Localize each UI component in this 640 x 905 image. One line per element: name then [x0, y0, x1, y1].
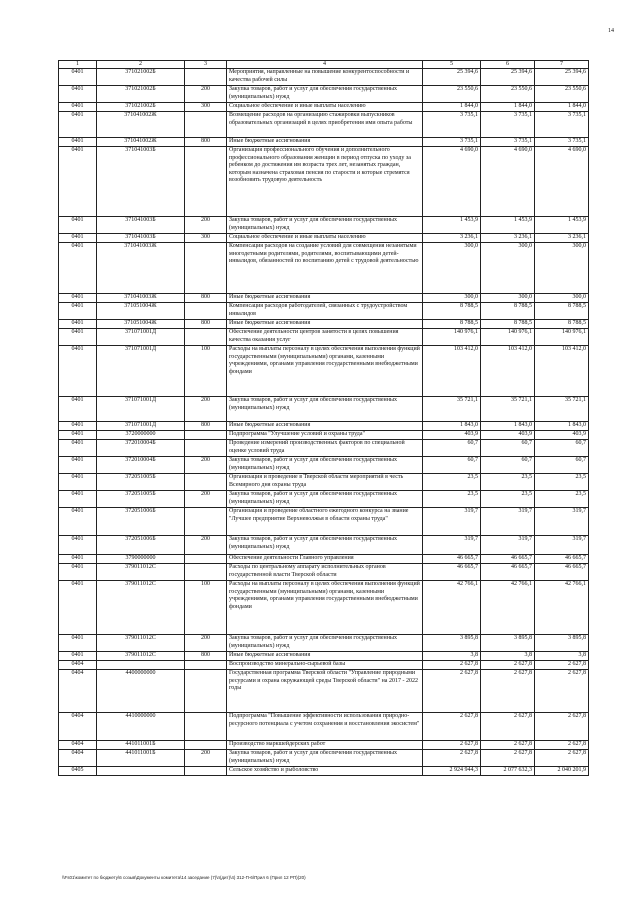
description-cell: Закупка товаров, работ и услуг для обеспечения государственных (муниципальных) нужд: [227, 536, 423, 555]
expense-type-code-cell: [185, 69, 227, 86]
target-article-code-cell: 3790000000: [97, 555, 185, 564]
amount-year-2-cell: 35 721,1: [481, 397, 535, 422]
description-cell: Иные бюджетные ассигнования: [227, 652, 423, 661]
expense-type-code-cell: 300: [185, 103, 227, 112]
amount-year-2-cell: 319,7: [481, 508, 535, 536]
target-article-code-cell: 371071001Д: [97, 422, 185, 431]
description-cell: Иные бюджетные ассигнования: [227, 320, 423, 329]
amount-year-3-cell: 2 627,8: [535, 741, 589, 750]
amount-year-3-cell: 23,5: [535, 474, 589, 491]
description-cell: Государственная программа Тверской области "Управление природными ресурсами и охрана окружающей среды Тверской области" на 2017 - 2022 годы: [227, 670, 423, 713]
table-row: [59, 346, 589, 397]
expense-type-code-cell: [185, 329, 227, 346]
section-code-cell: 0401: [59, 243, 97, 294]
amount-year-3-cell: 25 394,6: [535, 69, 589, 86]
description-cell: Возмещение расходов на организацию стажировки выпускников образовательных организаций в целях приобретения ими опыта работы: [227, 112, 423, 138]
amount-year-1-cell: 46 665,7: [423, 564, 481, 581]
target-article-code-cell: 371021002Б: [97, 103, 185, 112]
amount-year-1-cell: 46 665,7: [423, 555, 481, 564]
description-cell: Обеспечение деятельности центров занятости в целях повышения качества оказания услуг: [227, 329, 423, 346]
amount-year-2-cell: 103 412,0: [481, 346, 535, 397]
table-row: [59, 422, 589, 431]
expense-type-code-cell: [185, 431, 227, 440]
amount-year-1-cell: 8 788,5: [423, 320, 481, 329]
table-row: [59, 767, 589, 776]
amount-year-3-cell: 3 735,1: [535, 138, 589, 147]
amount-year-1-cell: 1 453,9: [423, 217, 481, 234]
amount-year-1-cell: 3 735,1: [423, 112, 481, 138]
amount-year-3-cell: 319,7: [535, 508, 589, 536]
table-row: [59, 329, 589, 346]
section-code-cell: 0401: [59, 69, 97, 86]
amount-year-1-cell: 4 690,0: [423, 147, 481, 217]
table-row: [59, 294, 589, 303]
expense-type-code-cell: 800: [185, 422, 227, 431]
table-row: [59, 508, 589, 536]
amount-year-3-cell: 300,0: [535, 243, 589, 294]
section-code-cell: 0401: [59, 581, 97, 635]
description-cell: Расходы по центральному аппарату исполнительных органов государственной власти Тверской области: [227, 564, 423, 581]
amount-year-1-cell: 23,5: [423, 491, 481, 508]
table-row: [59, 741, 589, 750]
amount-year-3-cell: 1 453,9: [535, 217, 589, 234]
target-article-code-cell: 379011012С: [97, 581, 185, 635]
amount-year-3-cell: 42 766,1: [535, 581, 589, 635]
table-row: [59, 750, 589, 767]
description-cell: Закупка товаров, работ и услуг для обеспечения государственных (муниципальных) нужд: [227, 217, 423, 234]
amount-year-2-cell: 1 844,0: [481, 103, 535, 112]
section-code-cell: 0401: [59, 440, 97, 457]
amount-year-3-cell: 2 627,8: [535, 750, 589, 767]
expense-type-code-cell: [185, 767, 227, 776]
amount-year-2-cell: 300,0: [481, 243, 535, 294]
expense-type-code-cell: 200: [185, 635, 227, 652]
table-row: [59, 555, 589, 564]
amount-year-2-cell: 60,7: [481, 440, 535, 457]
amount-year-1-cell: 25 394,6: [423, 69, 481, 86]
target-article-code-cell: 371041002Ж: [97, 112, 185, 138]
amount-year-1-cell: 3 236,1: [423, 234, 481, 243]
expense-type-code-cell: 200: [185, 397, 227, 422]
description-cell: Обеспечение деятельности Главного управления: [227, 555, 423, 564]
description-cell: Иные бюджетные ассигнования: [227, 294, 423, 303]
description-cell: Расходы на выплаты персоналу в целях обеспечения выполнения функций государственными (муниципальными) органами, казенными учреждениями, органами управления государственными внебюджетными фондами: [227, 581, 423, 635]
section-code-cell: 0401: [59, 234, 97, 243]
description-cell: Организация и проведение областного ежегодного конкурса на звание "Лучшее предприятие Верхневолжья в области охраны труда": [227, 508, 423, 536]
section-code-cell: 0401: [59, 112, 97, 138]
amount-year-3-cell: 46 665,7: [535, 555, 589, 564]
amount-year-1-cell: 2 627,8: [423, 741, 481, 750]
expense-type-code-cell: 200: [185, 750, 227, 767]
column-header-4: 4: [227, 61, 423, 69]
expense-type-code-cell: [185, 508, 227, 536]
target-article-code-cell: 379011012С: [97, 652, 185, 661]
amount-year-3-cell: 403,9: [535, 431, 589, 440]
amount-year-3-cell: 103 412,0: [535, 346, 589, 397]
amount-year-3-cell: 2 040 201,9: [535, 767, 589, 776]
expense-type-code-cell: 200: [185, 457, 227, 474]
expense-type-code-cell: 800: [185, 294, 227, 303]
section-code-cell: 0401: [59, 555, 97, 564]
amount-year-2-cell: 140 976,1: [481, 329, 535, 346]
description-cell: Закупка товаров, работ и услуг для обеспечения государственных (муниципальных) нужд: [227, 750, 423, 767]
description-cell: Производство маркшейдерских работ: [227, 741, 423, 750]
expense-type-code-cell: 200: [185, 86, 227, 103]
target-article-code-cell: 371041003Б: [97, 147, 185, 217]
description-cell: Закупка товаров, работ и услуг для обеспечения государственных (муниципальных) нужд: [227, 86, 423, 103]
amount-year-2-cell: 2 627,8: [481, 670, 535, 713]
description-cell: Закупка товаров, работ и услуг для обеспечения государственных (муниципальных) нужд: [227, 635, 423, 652]
target-article-code-cell: 371051004Ж: [97, 320, 185, 329]
section-code-cell: 0404: [59, 741, 97, 750]
target-article-code-cell: 372051006Б: [97, 508, 185, 536]
section-code-cell: 0404: [59, 750, 97, 767]
expense-type-code-cell: [185, 564, 227, 581]
expense-type-code-cell: [185, 440, 227, 457]
section-code-cell: 0401: [59, 217, 97, 234]
table-row: [59, 564, 589, 581]
table-row: [59, 234, 589, 243]
section-code-cell: 0401: [59, 329, 97, 346]
description-cell: Закупка товаров, работ и услуг для обеспечения государственных (муниципальных) нужд: [227, 397, 423, 422]
section-code-cell: 0401: [59, 491, 97, 508]
target-article-code-cell: 371051004Ж: [97, 303, 185, 320]
amount-year-1-cell: 140 976,1: [423, 329, 481, 346]
description-cell: Подпрограмма "Улучшение условий и охраны труда": [227, 431, 423, 440]
description-cell: Воспроизводство минерально-сырьевой базы: [227, 661, 423, 670]
table-row: [59, 474, 589, 491]
amount-year-2-cell: 2 627,8: [481, 713, 535, 741]
table-row: [59, 243, 589, 294]
expense-type-code-cell: [185, 670, 227, 713]
expense-type-code-cell: [185, 243, 227, 294]
description-cell: Компенсация расходов на создание условий для совмещения незанятыми многодетными родителями, родителями, воспитывающими детей-инвалидов, обязанностей по воспитанию детей с трудовой деятельностью: [227, 243, 423, 294]
expense-type-code-cell: [185, 147, 227, 217]
amount-year-2-cell: 1 843,0: [481, 422, 535, 431]
target-article-code-cell: 371071001Д: [97, 329, 185, 346]
section-code-cell: 0401: [59, 320, 97, 329]
section-code-cell: 0401: [59, 147, 97, 217]
budget-table-container: [58, 60, 588, 776]
description-cell: Иные бюджетные ассигнования: [227, 138, 423, 147]
column-header-1: 1: [59, 61, 97, 69]
column-header-3: 3: [185, 61, 227, 69]
section-code-cell: 0401: [59, 103, 97, 112]
amount-year-1-cell: 319,7: [423, 536, 481, 555]
target-article-code-cell: 372010004Б: [97, 457, 185, 474]
amount-year-1-cell: 300,0: [423, 294, 481, 303]
target-article-code-cell: 371041003Б: [97, 234, 185, 243]
amount-year-1-cell: 2 627,8: [423, 750, 481, 767]
description-cell: Социальное обеспечение и иные выплаты населению: [227, 103, 423, 112]
amount-year-1-cell: 300,0: [423, 243, 481, 294]
section-code-cell: 0401: [59, 303, 97, 320]
amount-year-2-cell: 300,0: [481, 294, 535, 303]
amount-year-3-cell: 46 665,7: [535, 564, 589, 581]
amount-year-1-cell: 1 844,0: [423, 103, 481, 112]
section-code-cell: 0401: [59, 397, 97, 422]
amount-year-1-cell: 319,7: [423, 508, 481, 536]
target-article-code-cell: 371071001Д: [97, 397, 185, 422]
amount-year-1-cell: 403,9: [423, 431, 481, 440]
table-row: [59, 69, 589, 86]
amount-year-1-cell: 35 721,1: [423, 397, 481, 422]
section-code-cell: 0404: [59, 661, 97, 670]
description-cell: Мероприятия, направленные на повышение конкурентоспособности и качества рабочей силы: [227, 69, 423, 86]
description-cell: Иные бюджетные ассигнования: [227, 422, 423, 431]
column-header-6: 6: [481, 61, 535, 69]
table-row: [59, 635, 589, 652]
expense-type-code-cell: 100: [185, 581, 227, 635]
table-row: [59, 147, 589, 217]
description-cell: Организация и проведение в Тверской области мероприятий в честь Всемирного дня охраны труда: [227, 474, 423, 491]
table-row: [59, 440, 589, 457]
description-cell: Проведение измерений производственных факторов по специальной оценке условий труда: [227, 440, 423, 457]
section-code-cell: 0401: [59, 431, 97, 440]
table-row: [59, 303, 589, 320]
section-code-cell: 0401: [59, 474, 97, 491]
amount-year-1-cell: 60,7: [423, 440, 481, 457]
amount-year-3-cell: 2 627,8: [535, 661, 589, 670]
target-article-code-cell: 3720000000: [97, 431, 185, 440]
target-article-code-cell: 441011001Б: [97, 750, 185, 767]
section-code-cell: 0401: [59, 635, 97, 652]
description-cell: Подпрограмма "Повышение эффективности использования природно-ресурсного потенциала с учетом сохранения и восстановления экосистем": [227, 713, 423, 741]
amount-year-3-cell: 319,7: [535, 536, 589, 555]
header-row: [59, 61, 589, 69]
amount-year-2-cell: 23,5: [481, 474, 535, 491]
amount-year-2-cell: 60,7: [481, 457, 535, 474]
table-row: [59, 86, 589, 103]
target-article-code-cell: 371021002Б: [97, 86, 185, 103]
amount-year-2-cell: 46 665,7: [481, 555, 535, 564]
amount-year-3-cell: 140 976,1: [535, 329, 589, 346]
expense-type-code-cell: 800: [185, 320, 227, 329]
section-code-cell: 0401: [59, 346, 97, 397]
target-article-code-cell: 379011012С: [97, 564, 185, 581]
section-code-cell: 0401: [59, 536, 97, 555]
amount-year-3-cell: 3 735,1: [535, 112, 589, 138]
table-row: [59, 661, 589, 670]
amount-year-2-cell: 8 788,5: [481, 303, 535, 320]
expense-type-code-cell: 200: [185, 217, 227, 234]
target-article-code-cell: 371021002Б: [97, 69, 185, 86]
amount-year-3-cell: 2 627,8: [535, 670, 589, 713]
amount-year-2-cell: 3 895,8: [481, 635, 535, 652]
expense-type-code-cell: [185, 661, 227, 670]
section-code-cell: 0401: [59, 138, 97, 147]
description-cell: Компенсация расходов работодателей, связанных с трудоустройством инвалидов: [227, 303, 423, 320]
expense-type-code-cell: [185, 474, 227, 491]
amount-year-1-cell: 2 627,8: [423, 713, 481, 741]
amount-year-1-cell: 103 412,0: [423, 346, 481, 397]
amount-year-2-cell: 2 627,8: [481, 750, 535, 767]
amount-year-2-cell: 23,5: [481, 491, 535, 508]
expense-type-code-cell: [185, 741, 227, 750]
amount-year-2-cell: 25 394,6: [481, 69, 535, 86]
amount-year-2-cell: 2 627,8: [481, 741, 535, 750]
amount-year-1-cell: 23,5: [423, 474, 481, 491]
description-cell: Расходы на выплаты персоналу в целях обеспечения выполнения функций государственными (муниципальными) органами, казенными учреждениями, органами управления государственными внебюджетными фондами: [227, 346, 423, 397]
amount-year-1-cell: 2 924 944,3: [423, 767, 481, 776]
section-code-cell: 0401: [59, 422, 97, 431]
amount-year-1-cell: 2 627,8: [423, 670, 481, 713]
description-cell: Социальное обеспечение и иные выплаты населению: [227, 234, 423, 243]
section-code-cell: 0401: [59, 457, 97, 474]
target-article-code-cell: 371041003Ж: [97, 243, 185, 294]
amount-year-3-cell: 3 236,1: [535, 234, 589, 243]
amount-year-1-cell: 23 550,6: [423, 86, 481, 103]
table-body: [59, 69, 589, 776]
description-cell: Организация профессионального обучения и дополнительного профессионального образования женщин в период отпуска по уходу за ребенком до достижения им возраста трех лет, незанятых граждан, которым назначена страховая пенсия по старости и которые стремятся возобновить трудовую деятельность: [227, 147, 423, 217]
column-header-2: 2: [97, 61, 185, 69]
expense-type-code-cell: 300: [185, 234, 227, 243]
amount-year-1-cell: 1 843,0: [423, 422, 481, 431]
table-row: [59, 103, 589, 112]
section-code-cell: 0405: [59, 767, 97, 776]
expense-type-code-cell: [185, 555, 227, 564]
amount-year-3-cell: 8 788,5: [535, 320, 589, 329]
table-row: [59, 138, 589, 147]
target-article-code-cell: 371071001Д: [97, 346, 185, 397]
amount-year-2-cell: 2 077 632,3: [481, 767, 535, 776]
page-number: 14: [608, 28, 614, 34]
amount-year-2-cell: 3 236,1: [481, 234, 535, 243]
expense-type-code-cell: 100: [185, 346, 227, 397]
amount-year-1-cell: 3 895,8: [423, 635, 481, 652]
section-code-cell: 0404: [59, 713, 97, 741]
table-row: [59, 457, 589, 474]
target-article-code-cell: 4410000000: [97, 713, 185, 741]
amount-year-2-cell: 2 627,8: [481, 661, 535, 670]
amount-year-2-cell: 403,9: [481, 431, 535, 440]
amount-year-3-cell: 1 843,0: [535, 422, 589, 431]
expense-type-code-cell: 800: [185, 138, 227, 147]
amount-year-2-cell: 3 735,1: [481, 112, 535, 138]
expense-type-code-cell: [185, 303, 227, 320]
amount-year-3-cell: 3 895,8: [535, 635, 589, 652]
amount-year-3-cell: 1 844,0: [535, 103, 589, 112]
target-article-code-cell: [97, 661, 185, 670]
amount-year-2-cell: 3,8: [481, 652, 535, 661]
amount-year-1-cell: 8 788,5: [423, 303, 481, 320]
column-header-7: 7: [535, 61, 589, 69]
amount-year-1-cell: 60,7: [423, 457, 481, 474]
description-cell: Закупка товаров, работ и услуг для обеспечения государственных (муниципальных) нужд: [227, 491, 423, 508]
table-row: [59, 397, 589, 422]
description-cell: Закупка товаров, работ и услуг для обеспечения государственных (муниципальных) нужд: [227, 457, 423, 474]
target-article-code-cell: 372051005Б: [97, 474, 185, 491]
target-article-code-cell: 379011012С: [97, 635, 185, 652]
target-article-code-cell: 441011001Б: [97, 741, 185, 750]
table-row: [59, 652, 589, 661]
column-header-5: 5: [423, 61, 481, 69]
target-article-code-cell: 372051006Б: [97, 536, 185, 555]
description-cell: Сельское хозяйство и рыболовство: [227, 767, 423, 776]
expense-type-code-cell: [185, 112, 227, 138]
footer-file-path: \\Fs01\комитет по бюджету\6 созыв\Документы комитета\14 заседание (7)\п(дит)\4) 312-П-6\Прил 6 (Прил 12 РП)(20): [62, 875, 306, 880]
amount-year-2-cell: 8 788,5: [481, 320, 535, 329]
amount-year-3-cell: 23,5: [535, 491, 589, 508]
table-row: [59, 320, 589, 329]
budget-table: [58, 60, 589, 776]
target-article-code-cell: 371041003Ж: [97, 294, 185, 303]
amount-year-2-cell: 46 665,7: [481, 564, 535, 581]
amount-year-3-cell: 60,7: [535, 440, 589, 457]
amount-year-3-cell: 300,0: [535, 294, 589, 303]
amount-year-2-cell: 1 453,9: [481, 217, 535, 234]
section-code-cell: 0401: [59, 294, 97, 303]
section-code-cell: 0401: [59, 86, 97, 103]
table-row: [59, 431, 589, 440]
target-article-code-cell: 372010004Б: [97, 440, 185, 457]
amount-year-3-cell: 23 550,6: [535, 86, 589, 103]
amount-year-3-cell: 8 788,5: [535, 303, 589, 320]
amount-year-3-cell: 60,7: [535, 457, 589, 474]
expense-type-code-cell: 200: [185, 536, 227, 555]
table-row: [59, 217, 589, 234]
amount-year-2-cell: 23 550,6: [481, 86, 535, 103]
amount-year-3-cell: 3,8: [535, 652, 589, 661]
amount-year-2-cell: 4 690,0: [481, 147, 535, 217]
section-code-cell: 0401: [59, 508, 97, 536]
table-row: [59, 713, 589, 741]
amount-year-1-cell: 2 627,8: [423, 661, 481, 670]
amount-year-1-cell: 3 735,1: [423, 138, 481, 147]
table-row: [59, 491, 589, 508]
section-code-cell: 0404: [59, 670, 97, 713]
target-article-code-cell: 371041003Б: [97, 217, 185, 234]
amount-year-2-cell: 42 766,1: [481, 581, 535, 635]
amount-year-2-cell: 3 735,1: [481, 138, 535, 147]
section-code-cell: 0401: [59, 564, 97, 581]
section-code-cell: 0401: [59, 652, 97, 661]
target-article-code-cell: 372051005Б: [97, 491, 185, 508]
table-row: [59, 536, 589, 555]
amount-year-3-cell: 35 721,1: [535, 397, 589, 422]
expense-type-code-cell: 800: [185, 652, 227, 661]
table-row: [59, 670, 589, 713]
table-row: [59, 581, 589, 635]
table-row: [59, 112, 589, 138]
amount-year-3-cell: 4 690,0: [535, 147, 589, 217]
target-article-code-cell: [97, 767, 185, 776]
amount-year-3-cell: 2 627,8: [535, 713, 589, 741]
expense-type-code-cell: [185, 713, 227, 741]
expense-type-code-cell: 200: [185, 491, 227, 508]
amount-year-1-cell: 42 766,1: [423, 581, 481, 635]
target-article-code-cell: 371041002Ж: [97, 138, 185, 147]
amount-year-1-cell: 3,8: [423, 652, 481, 661]
amount-year-2-cell: 319,7: [481, 536, 535, 555]
target-article-code-cell: 4400000000: [97, 670, 185, 713]
